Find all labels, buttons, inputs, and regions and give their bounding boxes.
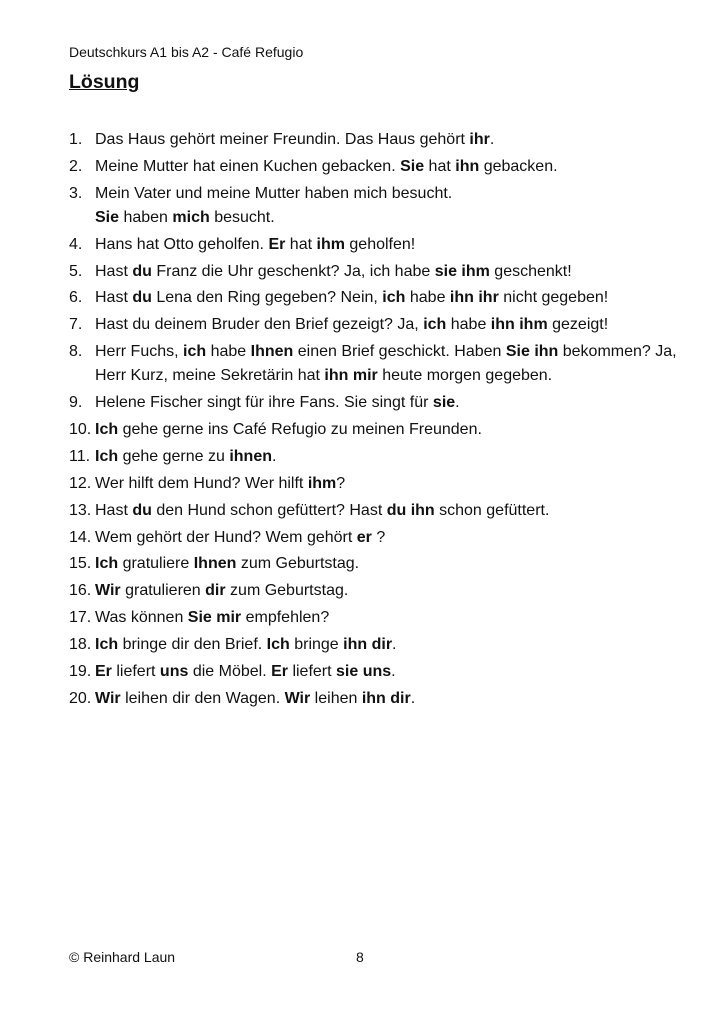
answer-text: [95, 155, 689, 179]
answer-text: [95, 391, 689, 415]
answer-segment: gratuliere: [118, 555, 194, 573]
answer-segment: Lena den Ring gegeben? Nein,: [151, 289, 383, 307]
answer-number: 8.: [69, 343, 83, 361]
answer-text: [95, 526, 689, 550]
answer-segment: heute morgen gegeben.: [377, 367, 553, 385]
bold-pronoun: Ihnen: [250, 343, 294, 361]
answer-segment: gezeigt!: [547, 316, 609, 334]
answer-segment: geschenkt!: [489, 262, 572, 280]
bold-pronoun: Er: [95, 663, 112, 681]
answer-segment: .: [455, 394, 460, 412]
answer-item: [69, 445, 689, 469]
page-number: 8: [356, 949, 364, 965]
answer-segment: gebacken.: [479, 157, 558, 175]
bold-pronoun: Ihnen: [193, 555, 237, 573]
bold-pronoun: ihn: [455, 157, 480, 175]
bold-pronoun: ihr: [469, 131, 490, 148]
answer-segment: leihen: [310, 689, 362, 707]
answer-segment: Hast: [95, 262, 133, 280]
answer-segment: Franz die Uhr geschenkt? Ja, ich habe: [151, 262, 435, 280]
answer-segment: liefert: [288, 663, 337, 681]
bold-pronoun: ich: [382, 289, 406, 307]
answer-segment: Was können: [95, 609, 188, 627]
answer-segment: Wem gehört der Hund? Wem gehört: [95, 528, 357, 546]
bold-pronoun: ihn ihr: [449, 289, 499, 307]
answer-text: [95, 260, 689, 284]
answer-item: [69, 579, 689, 603]
answer-text: [95, 579, 689, 603]
answer-number: 4.: [69, 235, 83, 253]
answer-segment: gehe gerne zu: [118, 447, 230, 465]
answer-item: [69, 182, 689, 230]
answer-segment: Mein Vater und meine Mutter haben mich besucht.: [95, 184, 453, 202]
answer-item: [69, 155, 689, 179]
answer-segment: habe: [446, 316, 491, 334]
answer-segment: Hast: [95, 501, 133, 519]
answer-segment: den Hund schon gefüttert? Hast: [151, 501, 387, 519]
answer-text: [95, 552, 689, 576]
bold-pronoun: Ich: [95, 636, 119, 654]
answer-item: [69, 313, 689, 337]
answer-item: [69, 128, 689, 152]
bold-pronoun: Ich: [95, 555, 119, 573]
answer-segment: bekommen? Ja, Herr Kurz, meine Sekretärin hat: [95, 343, 677, 385]
answer-text: [95, 313, 689, 337]
answer-number: 19.: [69, 663, 92, 681]
bold-pronoun: ihn mir: [324, 367, 378, 385]
answer-text: [95, 340, 689, 388]
answer-number: 11.: [69, 447, 91, 465]
answer-number: 13.: [69, 501, 92, 519]
answer-text: [95, 445, 689, 469]
answer-text: [95, 687, 689, 711]
answer-segment: ?: [371, 528, 386, 546]
answer-item: [69, 233, 689, 257]
answer-item: [69, 260, 689, 284]
answer-segment: die Möbel.: [188, 663, 272, 681]
bold-pronoun: du: [132, 501, 152, 519]
answer-segment: Helene Fischer singt für ihre Fans. Sie singt für: [95, 394, 433, 412]
answer-list: [69, 128, 689, 714]
bold-pronoun: dir: [205, 582, 226, 600]
answer-segment: Das Haus gehört meiner Freundin. Das Haus gehört: [95, 131, 470, 148]
answer-segment: hat: [424, 157, 456, 175]
answer-number: 3.: [69, 184, 83, 202]
answer-number: 10.: [69, 421, 92, 439]
answer-number: 6.: [69, 289, 83, 307]
answer-number: 17.: [69, 609, 92, 627]
answer-segment: habe: [405, 289, 450, 307]
bold-pronoun: uns: [159, 663, 189, 681]
answer-item: [69, 687, 689, 711]
answer-segment: Meine Mutter hat einen Kuchen gebacken.: [95, 157, 401, 175]
bold-pronoun: Wir: [284, 689, 311, 707]
answer-number: 9.: [69, 394, 83, 412]
answer-text: [95, 182, 689, 230]
answer-segment: gehe gerne ins Café Refugio zu meinen Freunden.: [118, 421, 482, 439]
bold-pronoun: Ich: [95, 447, 119, 465]
answer-text: [95, 233, 689, 257]
answer-item: [69, 633, 689, 657]
bold-pronoun: Sie mir: [187, 609, 242, 627]
answer-segment: Hans hat Otto geholfen.: [95, 235, 269, 253]
answer-segment: gratulieren: [120, 582, 206, 600]
answer-segment: zum Geburtstag.: [236, 555, 360, 573]
answer-segment: Hast du deinem Bruder den Brief gezeigt? Ja,: [95, 316, 424, 334]
answer-segment: besucht.: [209, 208, 275, 226]
answer-item: [69, 499, 689, 523]
answer-item: [69, 552, 689, 576]
answer-text: [95, 418, 689, 442]
bold-pronoun: mich: [172, 208, 210, 226]
bold-pronoun: er: [356, 528, 372, 546]
bold-pronoun: ich: [423, 316, 447, 334]
answer-item: [69, 418, 689, 442]
page-title: Lösung: [69, 71, 140, 93]
answer-item: [69, 340, 689, 388]
answer-segment: ?: [336, 474, 346, 492]
bold-pronoun: du: [132, 262, 152, 280]
bold-pronoun: ihm: [307, 474, 337, 492]
answer-segment: bringe dir den Brief.: [118, 636, 267, 654]
bold-pronoun: Er: [271, 663, 288, 681]
answer-item: [69, 472, 689, 496]
answer-number: 1.: [69, 131, 83, 148]
answer-segment: nicht gegeben!: [498, 289, 609, 307]
bold-pronoun: ich: [183, 343, 207, 361]
answer-segment: .: [489, 131, 495, 148]
bold-pronoun: Er: [268, 235, 286, 253]
bold-pronoun: Sie: [95, 208, 120, 226]
footer-copyright: © Reinhard Laun: [69, 949, 176, 965]
bold-pronoun: ihn ihm: [490, 316, 548, 334]
bold-pronoun: ihm: [316, 235, 345, 253]
answer-text: [95, 128, 689, 152]
answer-number: 18.: [69, 636, 92, 654]
answer-number: 16.: [69, 582, 92, 600]
answer-segment: .: [272, 447, 277, 465]
answer-segment: einen Brief geschickt. Haben: [293, 343, 506, 361]
answer-segment: Hast: [95, 289, 133, 307]
answer-segment: Herr Fuchs,: [95, 343, 184, 361]
answer-item: [69, 526, 689, 550]
answer-text: [95, 606, 689, 630]
bold-pronoun: Sie: [400, 157, 425, 175]
bold-pronoun: Ich: [95, 421, 119, 439]
bold-pronoun: ihn dir: [361, 689, 411, 707]
bold-pronoun: Wir: [95, 689, 121, 707]
answer-segment: .: [391, 663, 396, 681]
answer-number: 5.: [69, 262, 83, 280]
bold-pronoun: du ihn: [386, 501, 435, 519]
bold-pronoun: sie ihm: [434, 262, 490, 280]
answer-segment: zum Geburtstag.: [225, 582, 349, 600]
answer-number: 12.: [69, 474, 92, 492]
answer-segment: Wer hilft dem Hund? Wer hilft: [95, 474, 308, 492]
answer-number: 7.: [69, 316, 83, 334]
answer-number: 15.: [69, 555, 92, 573]
answer-text: [95, 660, 689, 684]
answer-item: [69, 606, 689, 630]
bold-pronoun: sie: [432, 394, 456, 412]
answer-segment: empfehlen?: [241, 609, 330, 627]
answer-item: [69, 391, 689, 415]
answer-text: [95, 499, 689, 523]
answer-segment: bringe: [289, 636, 344, 654]
answer-segment: leihen dir den Wagen.: [120, 689, 285, 707]
answer-segment: .: [392, 636, 397, 654]
answer-segment: hat: [285, 235, 317, 253]
answer-segment: geholfen!: [344, 235, 416, 253]
bold-pronoun: sie uns: [336, 663, 392, 681]
answer-number: 14.: [69, 528, 92, 546]
answer-segment: haben: [119, 208, 173, 226]
bold-pronoun: ihn dir: [343, 636, 393, 654]
answer-number: 20.: [69, 689, 92, 707]
course-header: Deutschkurs A1 bis A2 - Café Refugio: [69, 44, 304, 60]
bold-pronoun: Wir: [95, 582, 121, 600]
answer-segment: liefert: [111, 663, 160, 681]
bold-pronoun: Ich: [266, 636, 290, 654]
answer-text: [95, 286, 689, 310]
answer-text: [95, 633, 689, 657]
answer-number: 2.: [69, 157, 83, 175]
answer-segment: .: [410, 689, 416, 707]
answer-segment: schon gefüttert.: [434, 501, 550, 519]
answer-segment: habe: [206, 343, 251, 361]
answer-item: [69, 286, 689, 310]
bold-pronoun: ihnen: [229, 447, 272, 465]
bold-pronoun: Sie ihn: [505, 343, 559, 361]
answer-text: [95, 472, 689, 496]
answer-item: [69, 660, 689, 684]
bold-pronoun: du: [132, 289, 152, 307]
